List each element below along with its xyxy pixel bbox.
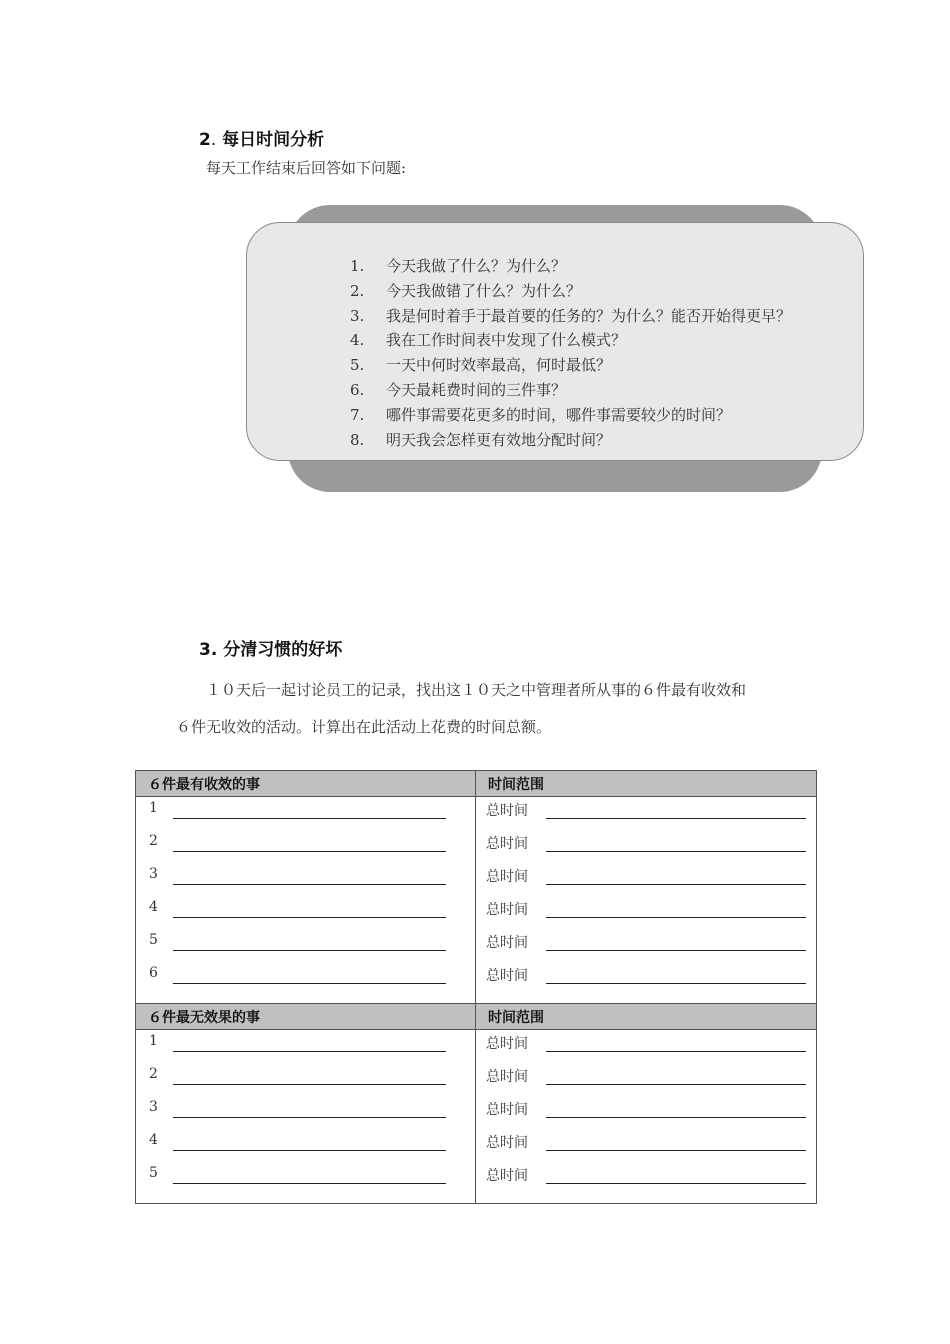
row-number: 5 xyxy=(149,1165,158,1181)
blank-entry-line[interactable] xyxy=(173,1117,446,1118)
blank-entry-line[interactable] xyxy=(173,917,446,918)
spacer-cell xyxy=(476,1193,817,1204)
question-list xyxy=(350,254,810,452)
question-text: 一天中何时效率最高，何时最低？ xyxy=(386,356,612,375)
ineffective-item-cell xyxy=(136,1127,476,1160)
question-item xyxy=(350,254,810,279)
ineffective-row xyxy=(136,1160,817,1193)
total-time-label: 总时间 xyxy=(486,1168,528,1184)
effective-header: ６件最有收效的事 xyxy=(136,771,476,797)
effective-item-cell xyxy=(136,927,476,960)
section-2-heading xyxy=(199,125,324,150)
section-2-separator: . xyxy=(210,130,217,150)
blank-entry-line[interactable] xyxy=(173,1150,446,1151)
total-time-label: 总时间 xyxy=(486,968,528,984)
blank-time-line[interactable] xyxy=(546,1183,806,1184)
ineffective-time-cell xyxy=(476,1160,817,1193)
effective-time-cell xyxy=(476,861,817,894)
row-spacer xyxy=(136,1193,817,1204)
effective-row xyxy=(136,960,817,993)
habit-table xyxy=(135,770,817,1204)
question-number: 4. xyxy=(350,331,365,350)
ineffective-row xyxy=(136,1030,817,1062)
question-item xyxy=(350,353,810,378)
ineffective-header-row xyxy=(136,1004,817,1030)
question-number: 6. xyxy=(350,380,365,399)
effective-header-row xyxy=(136,771,817,797)
row-number: 3 xyxy=(149,866,158,882)
row-number: 6 xyxy=(149,965,158,981)
effective-row xyxy=(136,828,817,861)
blank-entry-line[interactable] xyxy=(173,884,446,885)
question-text: 哪件事需要花更多的时间，哪件事需要较少的时间？ xyxy=(386,405,732,424)
row-number: 5 xyxy=(149,932,158,948)
question-number: 5. xyxy=(350,356,365,375)
blank-time-line[interactable] xyxy=(546,818,806,819)
section-2-title: 每日时间分析 xyxy=(222,130,325,150)
effective-item-cell xyxy=(136,960,476,993)
blank-time-line[interactable] xyxy=(546,1051,806,1052)
question-text: 今天最耗费时间的三件事？ xyxy=(386,380,567,399)
ineffective-item-cell xyxy=(136,1160,476,1193)
question-item xyxy=(350,328,810,353)
effective-item-cell xyxy=(136,828,476,861)
ineffective-row xyxy=(136,1061,817,1094)
ineffective-time-cell xyxy=(476,1127,817,1160)
total-time-label: 总时间 xyxy=(486,869,528,885)
effective-time-cell xyxy=(476,894,817,927)
effective-time-cell xyxy=(476,927,817,960)
question-number: 3. xyxy=(350,306,365,325)
question-number: 2. xyxy=(350,281,365,300)
blank-entry-line[interactable] xyxy=(173,1084,446,1085)
total-time-label: 总时间 xyxy=(486,1069,528,1085)
effective-time-cell xyxy=(476,960,817,993)
ineffective-time-cell xyxy=(476,1061,817,1094)
ineffective-item-cell xyxy=(136,1061,476,1094)
section-3-heading xyxy=(199,635,342,660)
question-text: 明天我会怎样更有效地分配时间？ xyxy=(386,430,612,449)
effective-time-cell xyxy=(476,797,817,829)
blank-entry-line[interactable] xyxy=(173,1051,446,1052)
total-time-label: 总时间 xyxy=(486,935,528,951)
blank-entry-line[interactable] xyxy=(173,983,446,984)
question-number: 8. xyxy=(350,430,365,449)
total-time-label: 总时间 xyxy=(486,1135,528,1151)
section-2-number: 2 xyxy=(199,130,211,150)
blank-time-line[interactable] xyxy=(546,884,806,885)
row-number: 1 xyxy=(149,1033,158,1049)
row-number: 1 xyxy=(149,800,158,816)
ineffective-row xyxy=(136,1127,817,1160)
question-item xyxy=(350,378,810,403)
ineffective-time-cell xyxy=(476,1094,817,1127)
question-item xyxy=(350,403,810,428)
effective-time-cell xyxy=(476,828,817,861)
spacer-cell xyxy=(136,993,476,1004)
ineffective-header: ６件最无效果的事 xyxy=(136,1004,476,1030)
section-3-paragraph-line-1: １０天后一起讨论员工的记录，找出这１０天之中管理者所从事的６件最有收效和 xyxy=(206,681,747,699)
total-time-label: 总时间 xyxy=(486,1036,528,1052)
row-number: 4 xyxy=(149,899,158,915)
question-item xyxy=(350,279,810,304)
effective-row xyxy=(136,927,817,960)
effective-item-cell xyxy=(136,797,476,829)
ineffective-item-cell xyxy=(136,1030,476,1062)
section-3-paragraph-line-2: ６件无收效的活动。计算出在此活动上花费的时间总额。 xyxy=(176,718,552,736)
question-item xyxy=(350,304,810,329)
effective-row xyxy=(136,861,817,894)
blank-time-line[interactable] xyxy=(546,950,806,951)
effective-row xyxy=(136,797,817,829)
question-text: 我是何时着手于最首要的任务的？为什么？能否开始得更早？ xyxy=(386,306,792,325)
question-text: 我在工作时间表中发现了什么模式？ xyxy=(386,331,627,350)
effective-item-cell xyxy=(136,894,476,927)
blank-time-line[interactable] xyxy=(546,917,806,918)
ineffective-row xyxy=(136,1094,817,1127)
section-3-title: 分清习惯的好坏 xyxy=(223,640,343,660)
row-number: 3 xyxy=(149,1099,158,1115)
row-spacer xyxy=(136,993,817,1004)
section-3-number: 3. xyxy=(199,640,218,660)
question-text: 今天我做错了什么？为什么？ xyxy=(386,281,582,300)
spacer-cell xyxy=(136,1193,476,1204)
blank-time-line[interactable] xyxy=(546,1084,806,1085)
spacer-cell xyxy=(476,993,817,1004)
question-number: 1. xyxy=(350,257,365,275)
section-2-intro: 每天工作结束后回答如下问题: xyxy=(206,159,407,177)
question-item xyxy=(350,428,810,453)
blank-time-line[interactable] xyxy=(546,1117,806,1118)
effective-time-header: 时间范围 xyxy=(476,771,817,797)
row-number: 4 xyxy=(149,1132,158,1148)
total-time-label: 总时间 xyxy=(486,803,528,819)
effective-row xyxy=(136,894,817,927)
blank-time-line[interactable] xyxy=(546,983,806,984)
blank-entry-line[interactable] xyxy=(173,851,446,852)
total-time-label: 总时间 xyxy=(486,1102,528,1118)
ineffective-item-cell xyxy=(136,1094,476,1127)
total-time-label: 总时间 xyxy=(486,836,528,852)
question-text: 今天我做了什么？为什么？ xyxy=(386,257,567,275)
blank-entry-line[interactable] xyxy=(173,818,446,819)
effective-item-cell xyxy=(136,861,476,894)
blank-time-line[interactable] xyxy=(546,1150,806,1151)
blank-entry-line[interactable] xyxy=(173,1183,446,1184)
row-number: 2 xyxy=(149,833,158,849)
blank-entry-line[interactable] xyxy=(173,950,446,951)
blank-time-line[interactable] xyxy=(546,851,806,852)
ineffective-time-cell xyxy=(476,1030,817,1062)
total-time-label: 总时间 xyxy=(486,902,528,918)
ineffective-time-header: 时间范围 xyxy=(476,1004,817,1030)
question-number: 7. xyxy=(350,405,365,424)
row-number: 2 xyxy=(149,1066,158,1082)
